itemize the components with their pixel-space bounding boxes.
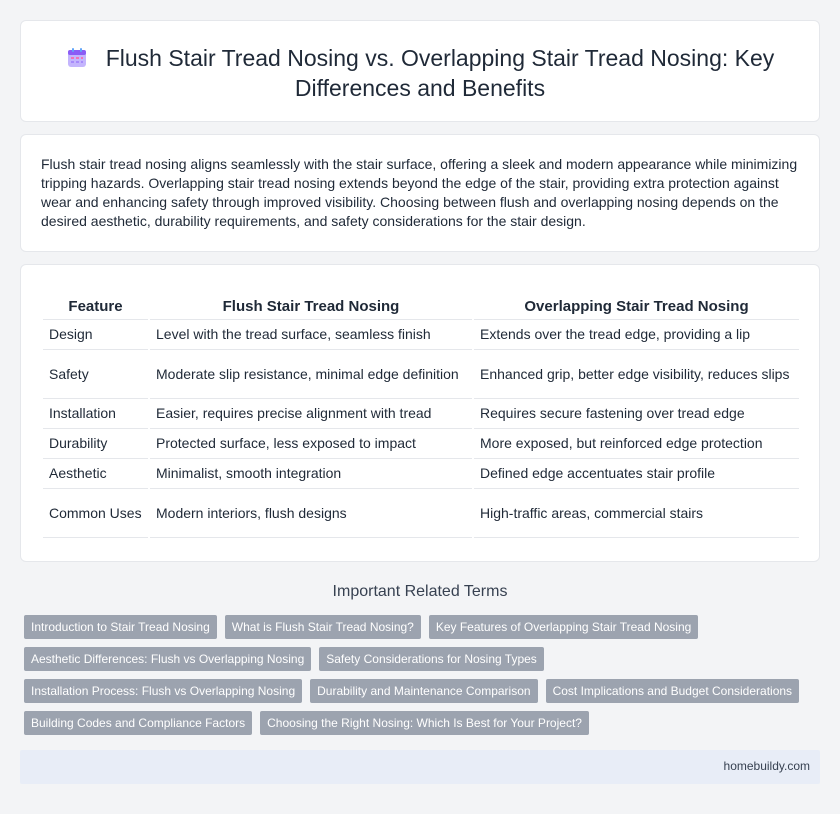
title-line-1: Flush Stair Tread Nosing vs. Overlapping Stair Tread Nosing: Key xyxy=(105,45,775,71)
cell-overlapping: Extends over the tread edge, providing a lip xyxy=(473,319,799,349)
tag-link[interactable]: What is Flush Stair Tread Nosing? xyxy=(225,615,421,639)
related-terms-title: Important Related Terms xyxy=(332,583,508,600)
tag-link[interactable]: Aesthetic Differences: Flush vs Overlapping Nosing xyxy=(24,647,311,671)
tag-link[interactable]: Introduction to Stair Tread Nosing xyxy=(24,615,217,639)
comparison-card xyxy=(20,264,820,562)
cell-overlapping: Requires secure fastening over tread edge xyxy=(473,398,799,428)
table-row xyxy=(43,488,799,537)
header-feature: Feature xyxy=(43,295,149,319)
cell-flush: Level with the tread surface, seamless finish xyxy=(149,319,473,349)
tag-link[interactable]: Cost Implications and Budget Considerations xyxy=(546,679,799,703)
cell-feature: Design xyxy=(43,319,149,349)
title-line-2: Differences and Benefits xyxy=(294,75,546,101)
intro-card xyxy=(20,134,820,252)
cell-feature: Common Uses xyxy=(43,488,149,537)
tag-link[interactable]: Building Codes and Compliance Factors xyxy=(24,711,252,735)
cell-feature: Aesthetic xyxy=(43,458,149,488)
cell-feature: Installation xyxy=(43,398,149,428)
intro-paragraph: Flush stair tread nosing aligns seamlessly with the stair surface, offering a sleek and modern appearance while minimizing tripping hazards. Overlapping stair tread nosing extends beyond the edge of the stair, providing extra protection against wear and enhancing safety through improved visibility. Choosing between flush and overlapping nosing depends on the desired aesthetic, durability requirements, and safety considerations for the stair design. xyxy=(41,156,798,229)
cell-overlapping: More exposed, but reinforced edge protection xyxy=(473,428,799,458)
related-terms-tags xyxy=(24,615,824,743)
table-row xyxy=(43,428,799,458)
calendar-icon xyxy=(66,47,88,69)
table-row xyxy=(43,349,799,398)
cell-flush: Easier, requires precise alignment with tread xyxy=(149,398,473,428)
tag-link[interactable]: Installation Process: Flush vs Overlapping Nosing xyxy=(24,679,302,703)
table-row xyxy=(43,319,799,349)
table-row xyxy=(43,458,799,488)
cell-overlapping: Enhanced grip, better edge visibility, reduces slips xyxy=(473,349,799,398)
comparison-table xyxy=(43,295,799,538)
header-overlapping: Overlapping Stair Tread Nosing xyxy=(473,295,799,319)
footer xyxy=(20,750,820,784)
tag-link[interactable]: Key Features of Overlapping Stair Tread Nosing xyxy=(429,615,698,639)
cell-feature: Safety xyxy=(43,349,149,398)
tag-link[interactable]: Durability and Maintenance Comparison xyxy=(310,679,537,703)
cell-overlapping: Defined edge accentuates stair profile xyxy=(473,458,799,488)
cell-flush: Modern interiors, flush designs xyxy=(149,488,473,537)
table-header-row xyxy=(43,295,799,319)
header-flush: Flush Stair Tread Nosing xyxy=(149,295,473,319)
footer-site-link[interactable]: homebuildy.com xyxy=(723,759,810,773)
cell-overlapping: High-traffic areas, commercial stairs xyxy=(473,488,799,537)
header-card xyxy=(20,20,820,122)
tag-link[interactable]: Choosing the Right Nosing: Which Is Best for Your Project? xyxy=(260,711,589,735)
cell-feature: Durability xyxy=(43,428,149,458)
cell-flush: Moderate slip resistance, minimal edge definition xyxy=(149,349,473,398)
table-row xyxy=(43,398,799,428)
cell-flush: Protected surface, less exposed to impact xyxy=(149,428,473,458)
cell-flush: Minimalist, smooth integration xyxy=(149,458,473,488)
tag-link[interactable]: Safety Considerations for Nosing Types xyxy=(319,647,544,671)
page-title xyxy=(21,43,819,103)
